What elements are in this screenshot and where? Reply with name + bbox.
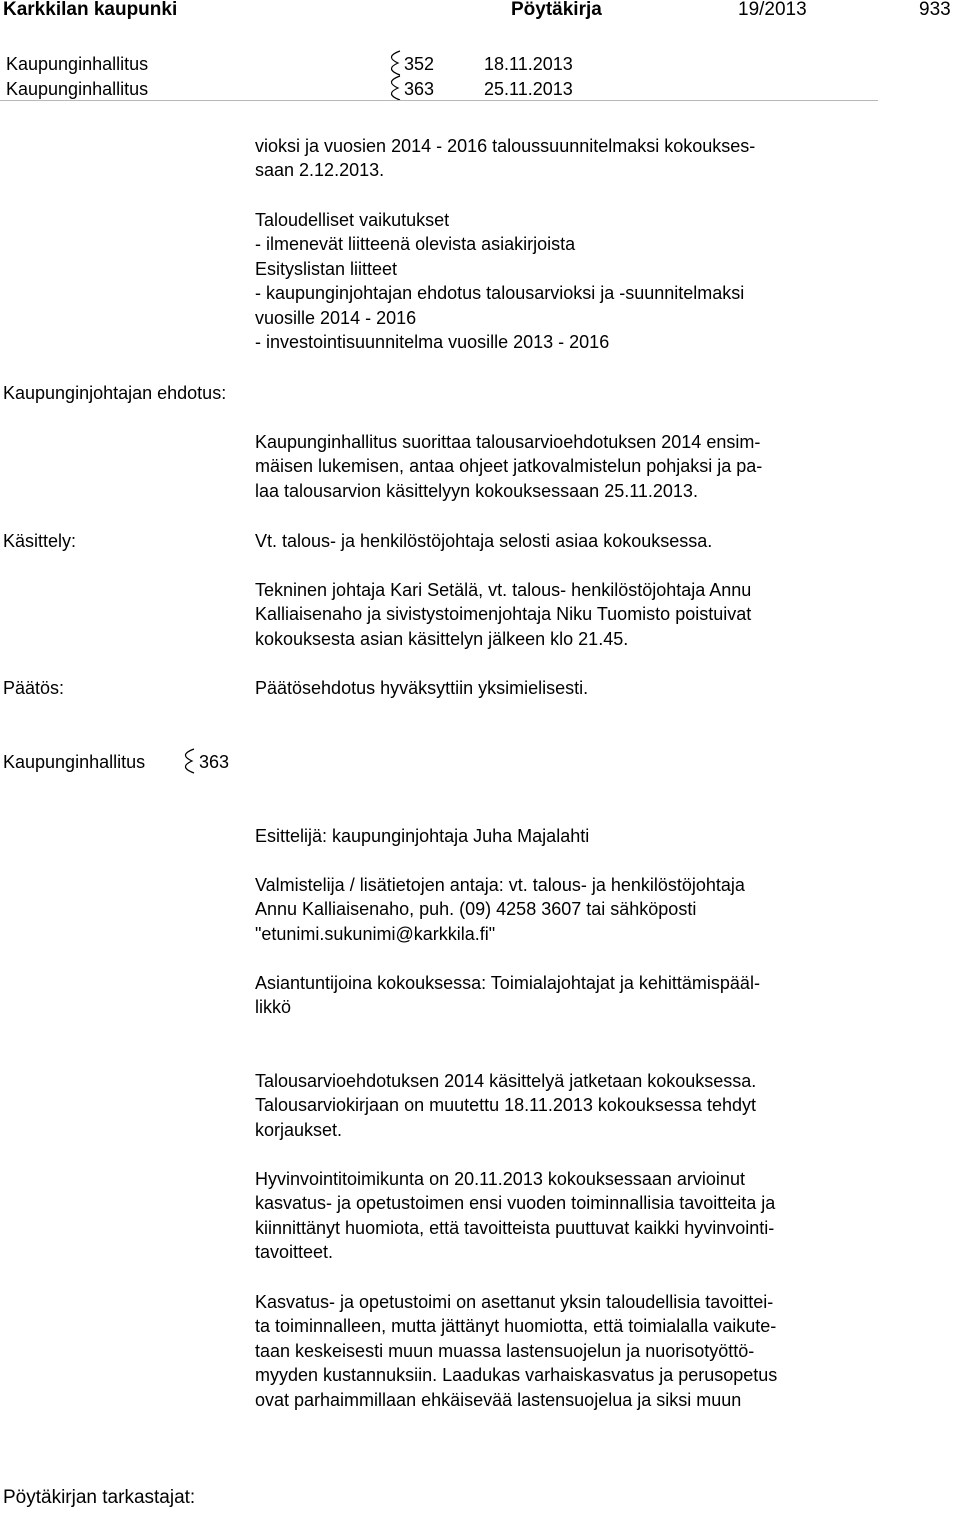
paragraph-education [255,1290,777,1412]
document-number: 19/2013 [738,0,807,20]
section-363-number: 363 [199,752,230,772]
reference-body: Kaupunginhallitus [6,54,149,74]
text-line: likkö [255,997,292,1018]
text-line: Vt. talous- ja henkilöstöjohtaja selosti asiaa kokouksessa. [255,531,713,551]
decision-text [255,676,588,700]
text-line: laa talousarvion käsittelyyn kokouksessaan 25.11.2013. [255,480,698,501]
inspectors-label: Pöytäkirjan tarkastajat: [3,1487,196,1508]
text-line: Taloudelliset vaikutukset [255,210,450,230]
text-line: "etunimi.sukunimi@karkkila.fi" [255,923,496,944]
text-line: - ilmenevät liitteenä olevista asiakirjoista [255,234,576,255]
text-line: vioksi ja vuosien 2014 - 2016 taloussuunnitelmaksi kokoukses- [255,136,756,156]
proposal-label: Kaupunginjohtajan ehdotus: [3,383,227,403]
text-line: Valmistelija / lisätietojen antaja: vt. talous- ja henkilöstöjohtaja [255,875,745,895]
text-line: mäisen lukemisen, antaa ohjeet jatkovalmistelun pohjaksi ja pa- [255,456,763,477]
text-line: Kasvatus- ja opetustoimi on asettanut yksin taloudellisia tavoittei- [255,1292,774,1312]
text-line: ta toiminnalleen, mutta jättänyt huomiotta, että toimialalla vaikute- [255,1316,777,1337]
text-line: Talousarviokirjaan on muutettu 18.11.2013 kokouksessa tehdyt [255,1095,756,1116]
text-line: Asiantuntijoina kokouksessa: Toimialajohtajat ja kehittämispääl- [255,973,760,993]
reference-number: 363 [404,79,435,99]
text-line: taan keskeisesti muun muassa lastensuojelun ja nuorisotyöttö- [255,1340,755,1361]
text-line: vuosille 2014 - 2016 [255,307,417,328]
text-line: ovat parhaimmillaan ehkäisevää lastensuojelua ja siksi muun [255,1389,742,1410]
paragraph-continuation [255,1069,756,1142]
text-line: kasvatus- ja opetustoimen ensi vuoden toiminnallisia tavoitteita ja [255,1193,776,1214]
text-line: kiinnittänyt huomiota, että tavoitteista puuttuvat kaikki hyvinvointi- [255,1217,775,1238]
experts-text [255,971,760,1020]
text-line: Hyvinvointitoimikunta on 20.11.2013 kokouksessaan arvioinut [255,1169,745,1189]
decision-label: Päätös: [3,678,65,698]
text-line: Päätösehdotus hyväksyttiin yksimielisesti. [255,678,589,698]
reference-row [6,52,148,76]
intro-paragraph [255,134,755,183]
document-type: Pöytäkirja [511,0,602,20]
organization-name: Karkkilan kaupunki [3,0,178,20]
header-divider [0,100,878,101]
section-363-body: Kaupunginhallitus [3,752,146,772]
text-line: Kalliaisenaho ja sivistystoimenjohtaja Niku Tuomisto poistuivat [255,604,752,625]
proposal-text [255,430,762,503]
text-line: korjaukset. [255,1119,343,1140]
text-line: - kaupunginjohtajan ehdotus talousarvioksi ja -suunnitelmaksi [255,283,745,304]
text-line: Kaupunginhallitus suorittaa talousarvioehdotuksen 2014 ensim- [255,432,761,452]
handling-label: Käsittely: [3,531,77,551]
text-line: - investointisuunnitelma vuosille 2013 - 2016 [255,331,610,352]
text-line: kokouksesta asian käsittelyn jälkeen klo 21.45. [255,628,629,649]
reference-number: 352 [404,54,435,74]
text-line: saan 2.12.2013. [255,160,385,181]
section-sign-icon [384,75,406,107]
text-line: Esityslistan liitteet [255,258,398,279]
financial-effects [255,208,744,354]
text-line: Annu Kalliaisenaho, puh. (09) 4258 3607 tai sähköposti [255,899,697,920]
section-sign-icon [178,748,200,780]
reference-date: 25.11.2013 [484,79,573,99]
handling-extra-text [255,578,751,651]
handling-text [255,529,712,553]
paragraph-welfare-committee [255,1167,775,1265]
text-line: myyden kustannuksiin. Laadukas varhaiskasvatus ja perusopetus [255,1365,778,1386]
text-line: Esittelijä: kaupunginjohtaja Juha Majalahti [255,826,590,846]
text-line: Talousarvioehdotuksen 2014 käsittelyä jatketaan kokouksessa. [255,1071,757,1091]
presenter-text [255,824,589,848]
reference-body: Kaupunginhallitus [6,79,149,99]
text-line: Tekninen johtaja Kari Setälä, vt. talous- henkilöstöjohtaja Annu [255,580,752,600]
preparer-text [255,873,745,946]
text-line: tavoitteet. [255,1242,334,1263]
page-number: 933 [919,0,951,20]
reference-row [6,77,148,101]
reference-date: 18.11.2013 [484,54,573,74]
